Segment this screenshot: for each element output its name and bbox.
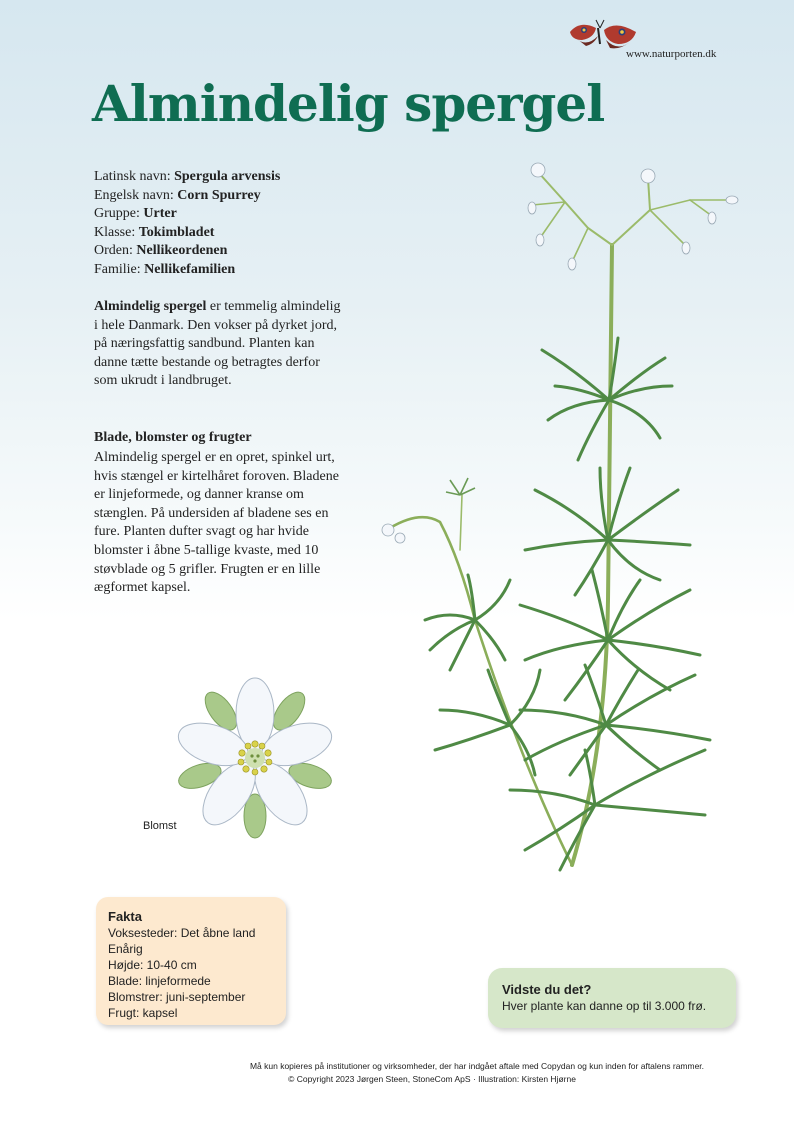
section-body: Almindelig spergel er en opret, spinkel urt, hvis stængel er kirtelhåret foroven. Bladene er linjeformede, og danner kranse om stænglen. På undersiden af bladene ses en fure. Planten dufter svagt og har hvide blomster i åbne 5-tallige kvaste, med 10 støvblade og 5 grifler. Frugten er en lille ægformet kapsel. — [94, 450, 339, 596]
intro-paragraph — [94, 298, 344, 391]
fakta-title: Fakta — [108, 909, 142, 924]
fakta-line: Blomstrer: juni-september — [108, 990, 246, 1004]
taxonomy-list — [94, 168, 280, 280]
section-title: Blade, blomster og frugter — [94, 430, 252, 445]
meta-label: Gruppe: — [94, 206, 140, 222]
did-you-know-text: Hver plante kan danne op til 3.000 frø. — [502, 999, 707, 1013]
intro-lead: Almindelig spergel — [94, 299, 207, 314]
meta-row — [94, 168, 280, 187]
meta-row — [94, 242, 280, 261]
meta-label: Engelsk navn: — [94, 187, 174, 203]
footer-copyright: © Copyright 2023 Jørgen Steen, StoneCom ApS · Illustration: Kirsten Hjørne — [288, 1074, 576, 1084]
plant-illustration — [360, 150, 760, 880]
fakta-line: Frugt: kapsel — [108, 1006, 178, 1020]
meta-label: Familie: — [94, 261, 141, 277]
flower-illustration — [160, 670, 350, 840]
page-title: Almindelig spergel — [92, 74, 605, 133]
flower-caption: Blomst — [143, 820, 177, 832]
fakta-line: Blade: linjeformede — [108, 974, 211, 988]
meta-label: Orden: — [94, 243, 133, 259]
meta-label: Latinsk navn: — [94, 169, 171, 184]
meta-label: Klasse: — [94, 224, 136, 240]
fakta-line: Enårig — [108, 942, 143, 956]
intro-text: er temmelig almindelig i hele Danmark. Den vokser på dyrket jord, på næringsfattig sandbund. Planten kan danne tætte bestande og betragtes derfor som ukrudt i landbruget. — [94, 299, 341, 389]
meta-row — [94, 187, 280, 206]
meta-value: Tokimbladet — [138, 224, 215, 240]
meta-row — [94, 205, 280, 224]
meta-value: Urter — [143, 206, 177, 222]
meta-row — [94, 224, 280, 243]
meta-value: Nellikefamilien — [144, 261, 236, 277]
fakta-box — [96, 897, 286, 1025]
footer — [0, 1060, 794, 1086]
meta-value: Nellikeordenen — [136, 243, 228, 259]
site-url[interactable]: www.naturporten.dk — [626, 48, 717, 60]
meta-row — [94, 261, 280, 280]
fakta-line: Voksesteder: Det åbne land — [108, 926, 256, 940]
did-you-know-box — [488, 968, 736, 1028]
footer-license: Må kun kopieres på institutioner og virksomheder, der har indgået aftale med Copydan og kun inden for aftalens rammer. — [249, 1061, 705, 1071]
meta-value: Spergula arvensis — [174, 169, 281, 184]
meta-value: Corn Spurrey — [177, 187, 261, 203]
did-you-know-title: Vidste du det? — [502, 982, 592, 997]
fakta-line: Højde: 10-40 cm — [108, 958, 197, 972]
